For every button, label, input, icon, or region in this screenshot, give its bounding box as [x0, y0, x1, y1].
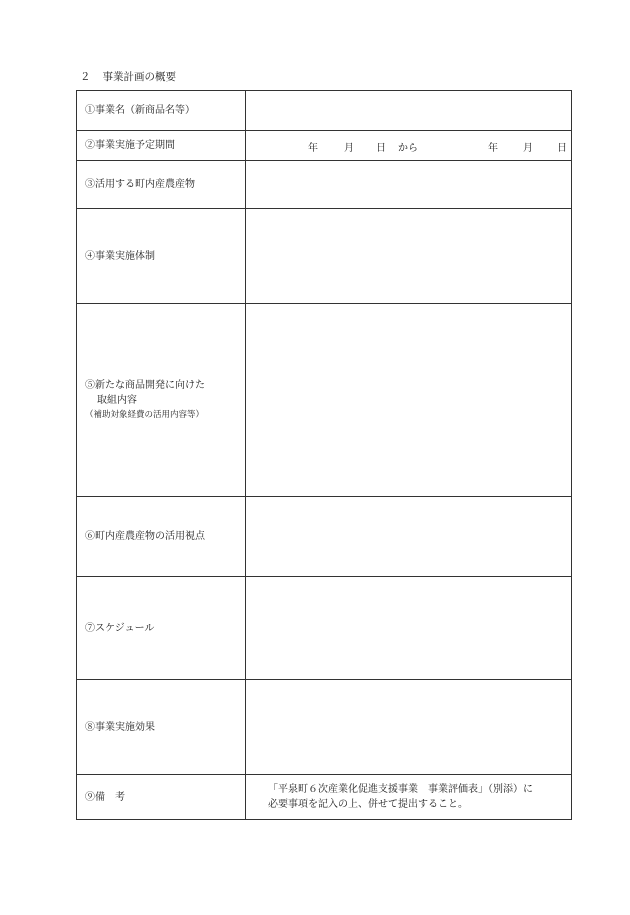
label-structure: ④事業実施体制 — [77, 209, 246, 304]
label-development-line2: 取組内容 — [97, 395, 137, 406]
field-produce[interactable] — [246, 161, 572, 209]
table-row — [77, 577, 572, 680]
table-row — [77, 91, 572, 131]
period-day-2: 日 — [557, 142, 567, 154]
table-row — [77, 209, 572, 304]
field-structure[interactable] — [246, 209, 572, 304]
field-remarks — [246, 775, 572, 820]
field-effect[interactable] — [246, 680, 572, 775]
remarks-line1: 「平泉町６次産業化促進支援事業 事業評価表」（別添）に — [268, 784, 533, 795]
table-row — [77, 775, 572, 820]
table-row — [77, 131, 572, 161]
label-development-line1: ⑤新たな商品開発に向けた — [85, 380, 205, 391]
section-heading — [80, 69, 176, 84]
period-month-1: 月 — [344, 142, 354, 154]
period-day-1: 日 — [376, 142, 386, 154]
period-month-2: 月 — [523, 142, 533, 154]
period-from: から — [398, 142, 418, 154]
table-row — [77, 497, 572, 577]
section-number: ２ — [80, 71, 91, 83]
label-viewpoint: ⑥町内産農産物の活用視点 — [77, 497, 246, 577]
period-year-2: 年 — [488, 142, 498, 154]
table-row — [77, 304, 572, 497]
field-schedule[interactable] — [246, 577, 572, 680]
label-period: ②事業実施予定期間 — [77, 131, 246, 161]
plan-table — [76, 90, 572, 820]
label-development-note: （補助対象経費の活用内容等） — [85, 410, 205, 420]
period-year-1: 年 — [308, 142, 318, 154]
field-development[interactable] — [246, 304, 572, 497]
section-title: 事業計画の概要 — [102, 71, 176, 83]
table-row — [77, 161, 572, 209]
remarks-line2: 必要事項を記入の上、併せて提出すること。 — [268, 799, 468, 810]
field-period[interactable] — [246, 131, 572, 161]
label-produce: ③活用する町内産農産物 — [77, 161, 246, 209]
field-viewpoint[interactable] — [246, 497, 572, 577]
label-effect: ⑧事業実施効果 — [77, 680, 246, 775]
label-schedule: ⑦スケジュール — [77, 577, 246, 680]
table-row — [77, 680, 572, 775]
field-project-name[interactable] — [246, 91, 572, 131]
label-development — [77, 304, 246, 497]
label-remarks: ⑨備 考 — [77, 775, 246, 820]
label-project-name: ①事業名（新商品名等） — [77, 91, 246, 131]
